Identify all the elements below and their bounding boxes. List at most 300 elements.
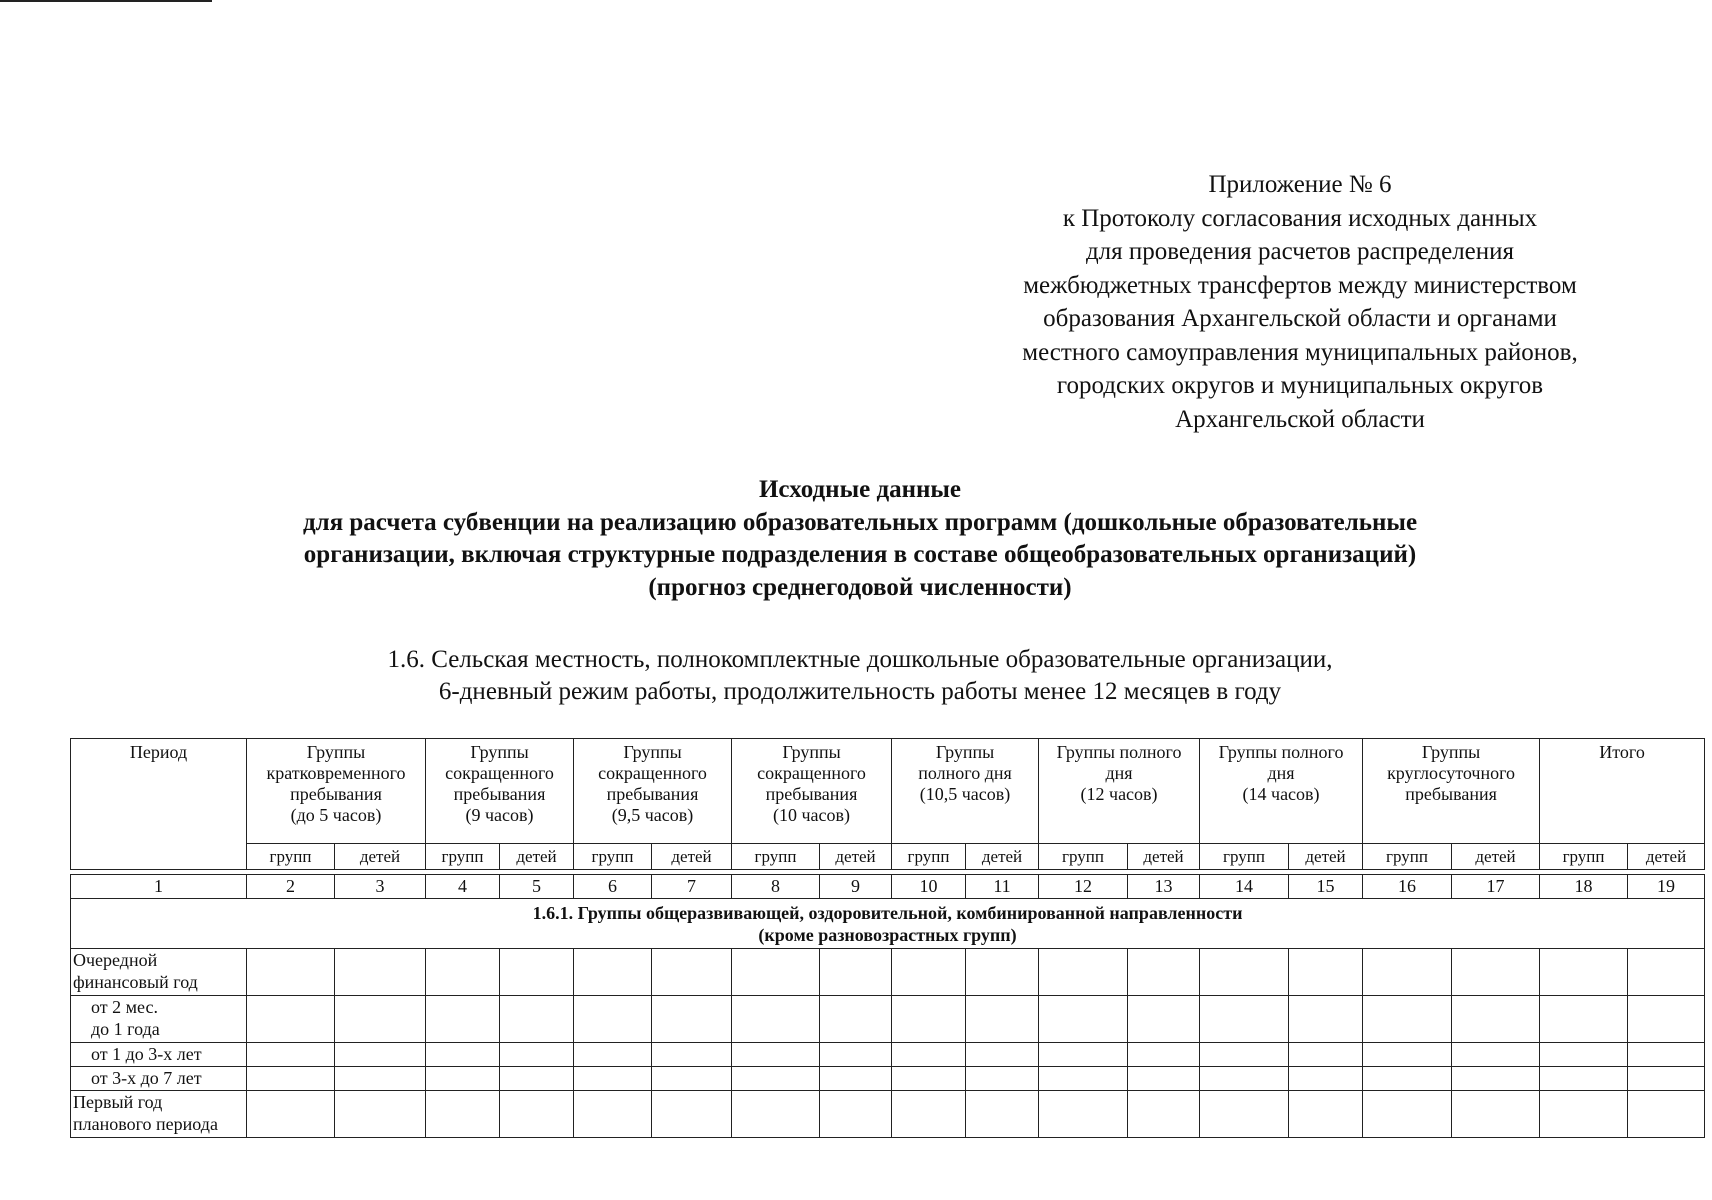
cell-value — [249, 1091, 332, 1092]
table-cell — [732, 1091, 820, 1138]
column-number: 14 — [1200, 875, 1289, 899]
group-header-line: пребывания — [453, 784, 546, 804]
group-header — [1039, 739, 1200, 844]
row-label-line: от 1 до 3-х лет — [91, 1044, 202, 1064]
column-number: 5 — [500, 875, 574, 899]
group-header — [732, 739, 892, 844]
table-cell — [1039, 949, 1128, 996]
cell-value — [1041, 1067, 1125, 1068]
table-cell — [1289, 1091, 1363, 1138]
cell-value — [1365, 1043, 1449, 1044]
section-line: 6-дневный режим работы, продолжительность работы менее 12 месяцев в году — [438, 678, 1282, 705]
cell-value — [1630, 949, 1702, 950]
table-cell — [820, 1043, 892, 1067]
cell-value — [1454, 996, 1537, 997]
column-number: 3 — [335, 875, 426, 899]
cell-value — [654, 996, 729, 997]
column-number: 10 — [892, 875, 966, 899]
table-cell — [1128, 949, 1200, 996]
table-cell — [426, 1067, 500, 1091]
subheader-groups: групп — [1200, 844, 1289, 870]
table-cell — [335, 1091, 426, 1138]
table-cell — [1039, 1067, 1128, 1091]
table-cell — [892, 996, 966, 1043]
title-line: организации, включая структурные подразделения в составе общеобразовательных организаций) — [303, 541, 1417, 568]
table-cell — [247, 1091, 335, 1138]
table-cell — [426, 996, 500, 1043]
cell-value — [1542, 1043, 1625, 1044]
group-header-line: дня — [1105, 763, 1133, 783]
row-label-line: Очередной — [73, 950, 158, 970]
table-cell — [966, 1067, 1039, 1091]
cell-value — [502, 949, 571, 950]
column-number: 9 — [820, 875, 892, 899]
group-header-line: Группы полного — [1056, 742, 1182, 762]
cell-value — [428, 949, 497, 950]
subheader-children: детей — [966, 844, 1039, 870]
subheader-groups: групп — [574, 844, 652, 870]
group-header-line: Итого — [1599, 742, 1645, 762]
row-label — [71, 996, 247, 1043]
cell-value — [1630, 996, 1702, 997]
table-row — [71, 1067, 1705, 1091]
cell-value — [822, 996, 889, 997]
cell-value — [337, 1043, 423, 1044]
column-number: 16 — [1363, 875, 1452, 899]
table-cell — [1128, 1091, 1200, 1138]
cell-value — [1630, 1067, 1702, 1068]
subheader-groups: групп — [426, 844, 500, 870]
annex-line: к Протоколу согласования исходных данных — [1062, 204, 1538, 232]
cell-value — [1291, 1043, 1360, 1044]
table-cell — [247, 1067, 335, 1091]
table-cell — [892, 949, 966, 996]
table-cell — [574, 1067, 652, 1091]
cell-value — [502, 1067, 571, 1068]
cell-value — [968, 1067, 1036, 1068]
annex-line: образования Архангельской области и органами — [1043, 305, 1557, 332]
subheader-children: детей — [1628, 844, 1705, 870]
group-header — [1363, 739, 1540, 844]
column-number: 13 — [1128, 875, 1200, 899]
group-header — [1540, 739, 1705, 844]
cell-value — [249, 949, 332, 950]
annex-line: Архангельской области — [1175, 405, 1425, 433]
cell-value — [576, 1043, 649, 1044]
row-label — [71, 949, 247, 996]
column-number: 15 — [1289, 875, 1363, 899]
group-header-line: (9 часов) — [465, 805, 534, 825]
table-cell — [1289, 1043, 1363, 1067]
cell-value — [576, 1091, 649, 1092]
group-header-line: пребывания — [290, 784, 382, 804]
group-header-line: (10,5 часов) — [919, 784, 1011, 804]
cell-value — [428, 1043, 497, 1044]
cell-value — [1454, 949, 1537, 950]
group-header-line: сокращенного — [757, 763, 866, 783]
table-cell — [1628, 1043, 1705, 1067]
cell-value — [1041, 949, 1125, 950]
cell-value — [1130, 1091, 1197, 1092]
subsection-row — [71, 899, 1705, 949]
table-cell — [1452, 996, 1540, 1043]
table-cell — [652, 1091, 732, 1138]
group-header — [1200, 739, 1363, 844]
table-cell — [1628, 1067, 1705, 1091]
table-cell — [500, 1091, 574, 1138]
column-number: 6 — [574, 875, 652, 899]
table-cell — [732, 949, 820, 996]
table-cell — [1452, 949, 1540, 996]
table-cell — [1128, 1067, 1200, 1091]
subheader-row — [71, 844, 1705, 870]
group-header-line: пребывания — [765, 784, 858, 804]
group-header-line: круглосуточного — [1387, 763, 1516, 783]
cell-value — [1291, 949, 1360, 950]
annex-line: Приложение № 6 — [1208, 171, 1392, 198]
subheader-children: детей — [335, 844, 426, 870]
cell-value — [1291, 996, 1360, 997]
cell-value — [576, 949, 649, 950]
title-line: (прогноз среднегодовой численности) — [648, 573, 1072, 601]
table-cell — [1363, 996, 1452, 1043]
table-cell — [335, 1043, 426, 1067]
table-cell — [1540, 1091, 1628, 1138]
subheader-groups: групп — [1540, 844, 1628, 870]
header-row — [71, 739, 1705, 844]
cell-value — [968, 1091, 1036, 1092]
row-label-line: от 3-х до 7 лет — [91, 1068, 202, 1088]
table-cell — [966, 1091, 1039, 1138]
cell-value — [894, 1067, 963, 1068]
table-cell — [652, 949, 732, 996]
table-cell — [1039, 1043, 1128, 1067]
table-cell — [1363, 949, 1452, 996]
table-cell — [892, 1091, 966, 1138]
cell-value — [1454, 1043, 1537, 1044]
annex-line: городских округов и муниципальных округов — [1056, 372, 1544, 399]
cell-value — [249, 996, 332, 997]
table-cell — [1363, 1091, 1452, 1138]
cell-value — [654, 1091, 729, 1092]
cell-value — [822, 1067, 889, 1068]
table-cell — [500, 949, 574, 996]
table-cell — [1200, 996, 1289, 1043]
subheader-groups: групп — [732, 844, 820, 870]
group-header-line: пребывания — [1405, 784, 1497, 804]
cell-value — [968, 996, 1036, 997]
cell-value — [734, 1043, 817, 1044]
cell-value — [1130, 1043, 1197, 1044]
title-line: Исходные данные — [758, 476, 962, 503]
table-cell — [1289, 949, 1363, 996]
cell-value — [1130, 996, 1197, 997]
table-cell — [820, 1091, 892, 1138]
column-number: 7 — [652, 875, 732, 899]
cell-value — [734, 1067, 817, 1068]
subheader-children: детей — [820, 844, 892, 870]
cell-value — [1365, 996, 1449, 997]
cell-value — [1454, 1067, 1537, 1068]
group-header — [574, 739, 732, 844]
cell-value — [1041, 1043, 1125, 1044]
document-title — [150, 474, 1570, 604]
group-header-line: полного дня — [918, 763, 1012, 783]
group-header-line: Группы — [1421, 742, 1481, 762]
table-cell — [820, 1067, 892, 1091]
cell-value — [1041, 1091, 1125, 1092]
row-label-line: Первый год — [73, 1092, 163, 1112]
row-label-line: до 1 года — [91, 1019, 160, 1039]
subheader-groups: групп — [892, 844, 966, 870]
cell-value — [1130, 1067, 1197, 1068]
table-cell — [1200, 1043, 1289, 1067]
section-heading — [200, 644, 1520, 708]
cell-value — [337, 996, 423, 997]
table-cell — [574, 1043, 652, 1067]
column-number-row — [71, 875, 1705, 899]
section-line: 1.6. Сельская местность, полнокомплектные дошкольные образовательные организации, — [387, 646, 1333, 673]
cell-value — [337, 1067, 423, 1068]
table-cell — [652, 1067, 732, 1091]
cell-value — [822, 1091, 889, 1092]
cell-value — [894, 996, 963, 997]
cell-value — [734, 949, 817, 950]
group-header-line: (14 часов) — [1242, 784, 1320, 804]
group-header-line: Группы полного — [1218, 742, 1344, 762]
table-cell — [1452, 1067, 1540, 1091]
table-cell — [574, 996, 652, 1043]
annex-line: для проведения расчетов распределения — [1085, 238, 1515, 265]
table-cell — [1128, 1043, 1200, 1067]
cell-value — [428, 996, 497, 997]
cell-value — [1202, 996, 1286, 997]
group-header-line: (12 часов) — [1080, 784, 1158, 804]
cell-value — [734, 996, 817, 997]
cell-value — [1630, 1043, 1702, 1044]
table-cell — [1628, 1091, 1705, 1138]
period-header: Период — [71, 739, 247, 870]
cell-value — [1365, 1067, 1449, 1068]
cell-value — [1542, 1091, 1625, 1092]
cell-value — [654, 1043, 729, 1044]
group-header — [892, 739, 1039, 844]
row-label — [71, 1067, 247, 1091]
subsection-title — [71, 899, 1705, 949]
cell-value — [822, 949, 889, 950]
group-header-line: (до 5 часов) — [290, 805, 382, 825]
column-number: 8 — [732, 875, 820, 899]
cell-value — [1454, 1091, 1537, 1092]
group-header-line: Группы — [623, 742, 682, 762]
cell-value — [249, 1067, 332, 1068]
cell-value — [968, 1043, 1036, 1044]
table-cell — [1452, 1043, 1540, 1067]
cell-value — [1202, 1043, 1286, 1044]
cell-value — [968, 949, 1036, 950]
cell-value — [1041, 996, 1125, 997]
row-label-line: от 2 мес. — [91, 997, 158, 1017]
cell-value — [1542, 996, 1625, 997]
table-cell — [732, 1043, 820, 1067]
subheader-children: детей — [1128, 844, 1200, 870]
cell-value — [654, 1067, 729, 1068]
table-cell — [1628, 996, 1705, 1043]
cell-value — [502, 996, 571, 997]
table-cell — [1540, 996, 1628, 1043]
top-rule — [0, 0, 212, 2]
group-header-line: Группы — [935, 742, 995, 762]
cell-value — [1202, 1067, 1286, 1068]
table-cell — [892, 1067, 966, 1091]
group-header-line: дня — [1267, 763, 1295, 783]
annex-line: местного самоуправления муниципальных районов, — [1022, 338, 1578, 366]
table-cell — [426, 1043, 500, 1067]
table-cell — [335, 949, 426, 996]
row-label-line: финансовый год — [73, 972, 198, 992]
table-cell — [652, 1043, 732, 1067]
table-row — [71, 1091, 1705, 1138]
cell-value — [1630, 1091, 1702, 1092]
annex-line: межбюджетных трансфертов между министерством — [1023, 271, 1577, 299]
table-cell — [820, 996, 892, 1043]
group-header-line: (9,5 часов) — [611, 805, 694, 825]
table-cell — [426, 949, 500, 996]
subheader-groups: групп — [1039, 844, 1128, 870]
table-row — [71, 949, 1705, 996]
table-cell — [892, 1043, 966, 1067]
table-cell — [247, 996, 335, 1043]
subheader-children: детей — [1452, 844, 1540, 870]
table-cell — [1540, 949, 1628, 996]
column-number: 17 — [1452, 875, 1540, 899]
cell-value — [576, 996, 649, 997]
subheader-groups: групп — [1363, 844, 1452, 870]
cell-value — [337, 1091, 423, 1092]
group-header-line: Группы — [470, 742, 529, 762]
table-cell — [500, 1043, 574, 1067]
table-cell — [247, 1043, 335, 1067]
cell-value — [1202, 949, 1286, 950]
table-cell — [574, 949, 652, 996]
table-cell — [1452, 1091, 1540, 1138]
cell-value — [894, 1043, 963, 1044]
column-number: 12 — [1039, 875, 1128, 899]
cell-value — [502, 1091, 571, 1092]
cell-value — [1130, 949, 1197, 950]
cell-value — [894, 949, 963, 950]
subheader-children: детей — [500, 844, 574, 870]
subsection-title-line: (кроме разновозрастных групп) — [758, 925, 1017, 945]
table-cell — [1540, 1067, 1628, 1091]
table-cell — [426, 1091, 500, 1138]
source-data-table — [70, 738, 1705, 1138]
cell-value — [1365, 1091, 1449, 1092]
group-header-line: Группы — [306, 742, 366, 762]
table-cell — [1628, 949, 1705, 996]
group-header — [426, 739, 574, 844]
table-cell — [1540, 1043, 1628, 1067]
subheader-children: детей — [1289, 844, 1363, 870]
table-cell — [1039, 1091, 1128, 1138]
table-cell — [1363, 1067, 1452, 1091]
group-header-line: сокращенного — [445, 763, 554, 783]
cell-value — [249, 1043, 332, 1044]
table-cell — [1289, 996, 1363, 1043]
table-row — [71, 1043, 1705, 1067]
cell-value — [502, 1043, 571, 1044]
column-number: 1 — [71, 875, 247, 899]
cell-value — [734, 1091, 817, 1092]
subheader-children: детей — [652, 844, 732, 870]
group-header-line: сокращенного — [598, 763, 707, 783]
table-cell — [652, 996, 732, 1043]
table-cell — [500, 1067, 574, 1091]
annex-header — [940, 168, 1660, 436]
subsection-title-line: 1.6.1. Группы общеразвивающей, оздоровительной, комбинированной направленности — [532, 903, 1243, 923]
column-number: 18 — [1540, 875, 1628, 899]
group-header-line: Группы — [782, 742, 841, 762]
table-cell — [500, 996, 574, 1043]
cell-value — [1291, 1067, 1360, 1068]
table-cell — [1039, 996, 1128, 1043]
cell-value — [428, 1067, 497, 1068]
cell-value — [894, 1091, 963, 1092]
table-cell — [1200, 1091, 1289, 1138]
row-label — [71, 1043, 247, 1067]
title-line: для расчета субвенции на реализацию образовательных программ (дошкольные образовательные — [302, 508, 1418, 536]
table-cell — [966, 1043, 1039, 1067]
column-number: 2 — [247, 875, 335, 899]
table-cell — [966, 996, 1039, 1043]
group-header-line: (10 часов) — [773, 805, 851, 825]
table-cell — [966, 949, 1039, 996]
row-label — [71, 1091, 247, 1138]
cell-value — [1365, 949, 1449, 950]
cell-value — [654, 949, 729, 950]
table-cell — [335, 996, 426, 1043]
cell-value — [1542, 1067, 1625, 1068]
group-header-line: кратковременного — [266, 763, 406, 783]
table-cell — [732, 1067, 820, 1091]
table-cell — [574, 1091, 652, 1138]
cell-value — [822, 1043, 889, 1044]
cell-value — [337, 949, 423, 950]
group-header — [247, 739, 426, 844]
table-cell — [247, 949, 335, 996]
group-header-line: пребывания — [606, 784, 699, 804]
column-number: 4 — [426, 875, 500, 899]
column-number: 19 — [1628, 875, 1705, 899]
cell-value — [1202, 1091, 1286, 1092]
table-cell — [820, 949, 892, 996]
cell-value — [1291, 1091, 1360, 1092]
table-cell — [732, 996, 820, 1043]
table-cell — [1200, 1067, 1289, 1091]
column-number: 11 — [966, 875, 1039, 899]
table-cell — [1289, 1067, 1363, 1091]
table-cell — [335, 1067, 426, 1091]
cell-value — [576, 1067, 649, 1068]
subheader-groups: групп — [247, 844, 335, 870]
table-row — [71, 996, 1705, 1043]
table-cell — [1128, 996, 1200, 1043]
cell-value — [428, 1091, 497, 1092]
cell-value — [1542, 949, 1625, 950]
table-cell — [1363, 1043, 1452, 1067]
table-cell — [1200, 949, 1289, 996]
row-label-line: планового периода — [73, 1114, 218, 1134]
